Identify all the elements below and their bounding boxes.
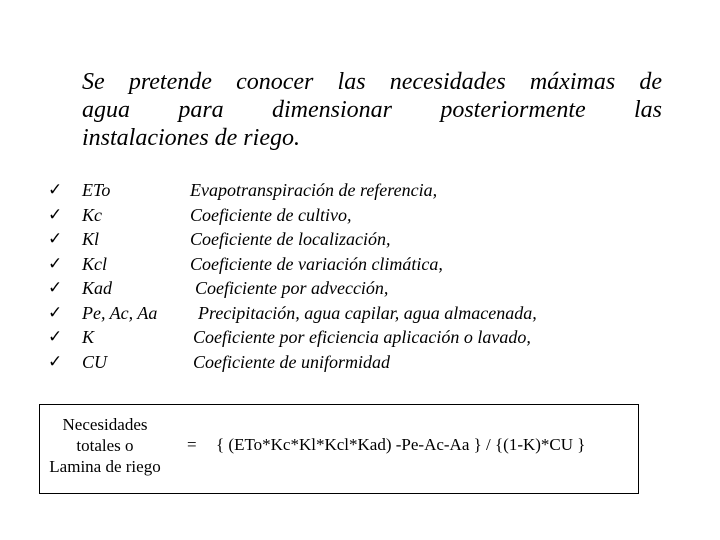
checkmark-icon: ✓ [48,302,63,322]
variable-desc: Coeficiente de uniformidad [193,351,390,372]
variable-abbr: CU [82,351,108,372]
intro-line-1: Se pretende conocer las necesidades máximas de [82,69,662,95]
formula-expression: { (ETo*Kc*Kl*Kcl*Kad) -Pe-Ac-Aa } / {(1-K)*CU } [216,435,586,454]
formula-label-line-3: Lamina de riego [49,457,161,476]
checkmark-icon: ✓ [48,327,63,346]
variable-desc: Coeficiente por advección, [195,278,389,298]
formula-label [42,414,168,477]
variable-abbr: Kad [82,278,113,298]
variable-desc: Evapotranspiración de referencia, [190,180,438,200]
variable-desc: Precipitación, agua capilar, agua almacenada, [198,302,537,323]
variable-abbr: Kcl [82,253,107,274]
variable-desc: Coeficiente de localización, [190,229,391,249]
checkmark-icon: ✓ [48,204,63,224]
checkmark-icon: ✓ [48,229,63,248]
formula-box [39,404,639,494]
variable-abbr: Kc [82,204,102,225]
variable-abbr: K [82,327,95,347]
checkmark-icon: ✓ [48,180,63,199]
intro-line-2: agua para dimensionar posteriormente las [82,97,662,123]
variable-desc: Coeficiente por eficiencia aplicación o lavado, [193,327,531,347]
variable-desc: Coeficiente de variación climática, [190,253,443,274]
variable-abbr: Pe, Ac, Aa [82,302,158,323]
checkmark-icon: ✓ [48,278,63,297]
variable-abbr: Kl [82,229,100,249]
variable-desc: Coeficiente de cultivo, [190,204,352,225]
intro-line-3: instalaciones de riego. [82,125,300,151]
intro-paragraph [82,68,662,152]
checkmark-icon: ✓ [48,351,63,371]
variable-abbr: ETo [82,180,111,200]
equals-sign: = [187,435,197,454]
formula-label-line-1: Necesidades [62,415,148,434]
checkmark-icon: ✓ [48,253,63,273]
formula-label-line-2: totales o [76,436,134,455]
